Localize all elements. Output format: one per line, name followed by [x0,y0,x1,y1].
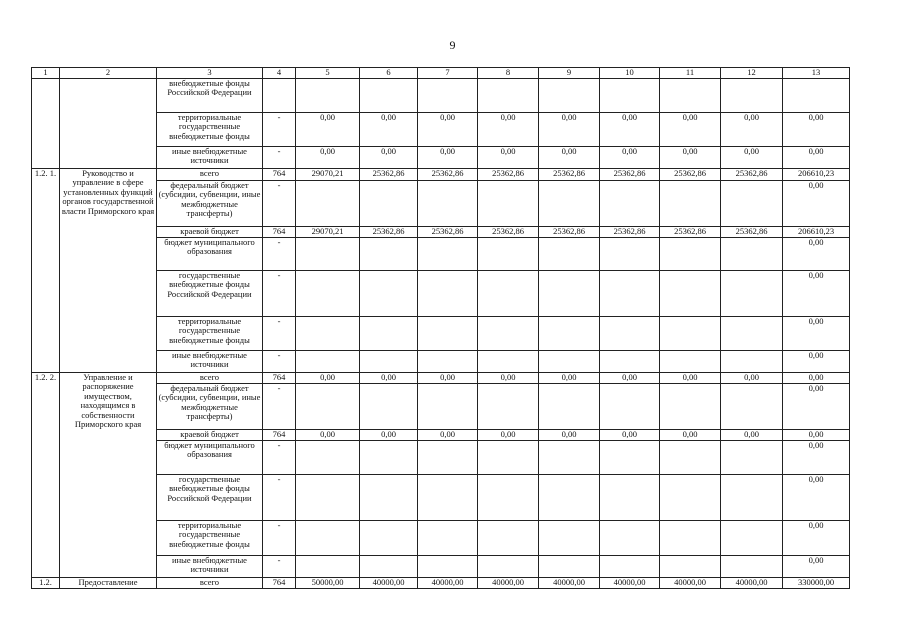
source-cell: внебюджетные фонды Российской Федерации [157,79,263,113]
source-cell: бюджет муниципального образования [157,441,263,475]
row-title: Предоставление [60,578,157,589]
source-cell: краевой бюджет [157,227,263,238]
col-header: 2 [60,68,157,79]
table-row: территориальные государственные внебюджетные фонды - 0,00 0,00 0,00 0,00 0,00 0,00 0,00 0,00 0,00 [32,113,850,147]
source-cell: территориальные государственные внебюджетные фонды [157,113,263,147]
table-row: государственные внебюджетные фонды Российской Федерации - 0,00 [32,475,850,521]
budget-table [31,67,850,589]
table-row: бюджет муниципального образования - 0,00 [32,238,850,271]
table-row: территориальные государственные внебюджетные фонды - 0,00 [32,317,850,351]
row-title: Руководство и управление в сфере установленных функций органов государственной власти Приморского края [60,169,157,373]
col-header: 6 [360,68,418,79]
source-cell: бюджет муниципального образования [157,238,263,271]
table-row: бюджет муниципального образования - 0,00 [32,441,850,475]
col-header: 3 [157,68,263,79]
col-header: 12 [721,68,783,79]
table-row: территориальные государственные внебюджетные фонды - 0,00 [32,521,850,556]
col-header: 4 [263,68,296,79]
source-cell: федеральный бюджет (субсидии, субвенции, иные межбюджетные трансферты) [157,384,263,430]
row-number: 1.2. 1. [32,169,60,373]
table-row: 1.2. 2. Управление и распоряжение имуществом, находящимся в собственности Приморского края всего 764 0,00 0,00 0,00 0,00 0,00 0,00 0,00 0,00 0,00 [32,373,850,384]
row-title: Управление и распоряжение имуществом, находящимся в собственности Приморского края [60,373,157,578]
col-header: 8 [478,68,539,79]
source-cell: краевой бюджет [157,430,263,441]
col-header: 13 [783,68,850,79]
source-cell: всего [157,578,263,589]
table-row: 1.2. Предоставление всего 764 50000,00 40000,00 40000,00 40000,00 40000,00 40000,00 40000,00 40000,00 330000,00 [32,578,850,589]
table-row [32,79,850,113]
col-header: 11 [660,68,721,79]
table-row: федеральный бюджет (субсидии, субвенции, иные межбюджетные трансферты) - 0,00 [32,181,850,227]
col-header: 1 [32,68,60,79]
source-cell: иные внебюджетные источники [157,556,263,578]
source-cell: государственные внебюджетные фонды Российской Федерации [157,475,263,521]
source-cell: территориальные государственные внебюджетные фонды [157,317,263,351]
table-row: краевой бюджет 764 0,00 0,00 0,00 0,00 0,00 0,00 0,00 0,00 0,00 [32,430,850,441]
row-number: 1.2. 2. [32,373,60,578]
cont-number-cell [32,79,60,169]
source-cell: федеральный бюджет (субсидии, субвенции, иные межбюджетные трансферты) [157,181,263,227]
cont-name-cell [60,79,157,169]
table-row: иные внебюджетные источники - 0,00 [32,556,850,578]
header-row [32,68,850,79]
source-cell: иные внебюджетные источники [157,351,263,373]
source-cell: всего [157,373,263,384]
source-cell: государственные внебюджетные фонды Российской Федерации [157,271,263,317]
source-cell: всего [157,169,263,181]
table-row: федеральный бюджет (субсидии, субвенции, иные межбюджетные трансферты) - 0,00 [32,384,850,430]
col-header: 9 [539,68,600,79]
col-header: 5 [296,68,360,79]
row-number: 1.2. [32,578,60,589]
table-row: иные внебюджетные источники - 0,00 [32,351,850,373]
table-row: государственные внебюджетные фонды Российской Федерации - 0,00 [32,271,850,317]
table-row: краевой бюджет 764 29070,21 25362,86 25362,86 25362,86 25362,86 25362,86 25362,86 25362,86 206610,23 [32,227,850,238]
page-number: 9 [449,38,456,52]
source-cell: иные внебюджетные источники [157,147,263,169]
source-cell: территориальные государственные внебюджетные фонды [157,521,263,556]
col-header: 7 [418,68,478,79]
col-header: 10 [600,68,660,79]
table-row: иные внебюджетные источники - 0,00 0,00 0,00 0,00 0,00 0,00 0,00 0,00 0,00 [32,147,850,169]
table-row: 1.2. 1. Руководство и управление в сфере установленных функций органов государственной власти Приморского края всего 764 29070,21 25362,86 25362,86 25362,86 25362,86 25362,86 25362,86 25362,86 206610,23 [32,169,850,181]
